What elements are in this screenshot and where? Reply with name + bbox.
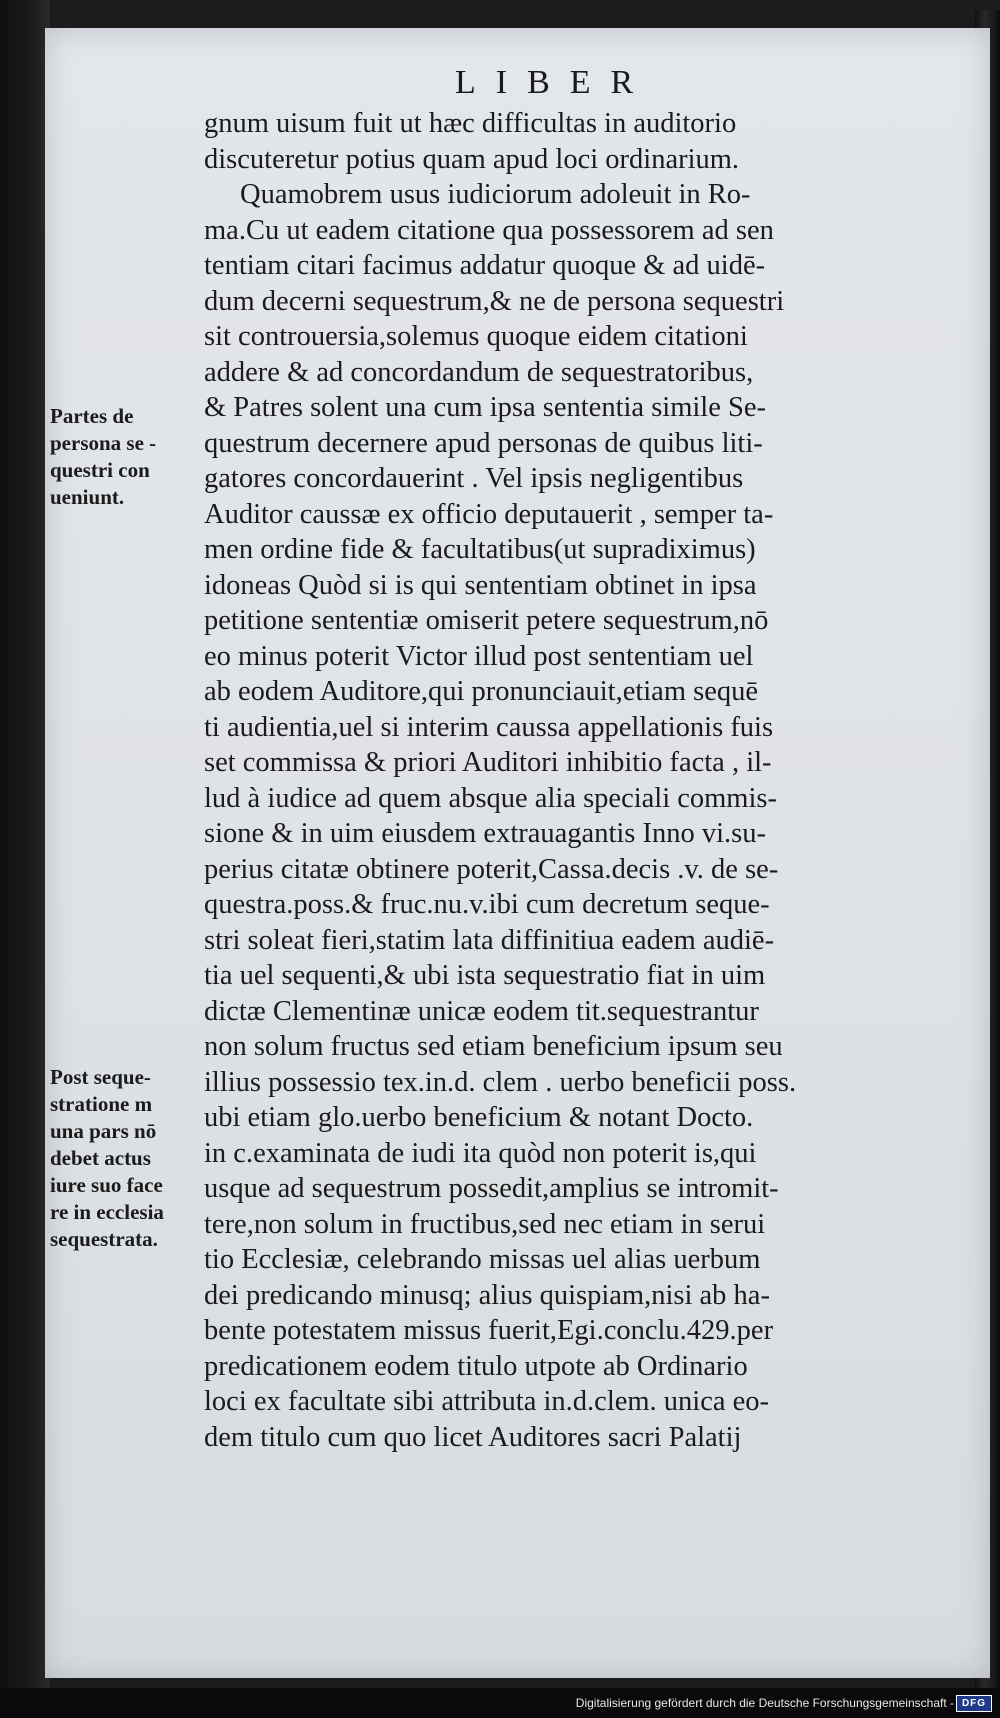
adjacent-page-edge	[0, 0, 50, 1718]
text-line: sione & in uim eiusdem extrauagantis Inno vi.su-	[204, 818, 766, 849]
text-line: usque ad sequestrum possedit,amplius se intromit-	[204, 1173, 779, 1204]
text-line: stri soleat fieri,statim lata diffinitiua eadem audiē-	[204, 924, 775, 956]
text-line: lud à iudice ad quem absque alia speciali commis-	[204, 782, 777, 814]
text-line: Quamobrem usus iudiciorum adoleuit in Ro-	[240, 179, 751, 210]
margin-note-line: Post seque-	[50, 1065, 151, 1089]
text-line: tentiam citari facimus addatur quoque & ad uidē-	[204, 250, 766, 281]
text-line: bente potestatem missus fuerit,Egi.conclu.429.per	[204, 1315, 774, 1346]
funding-notice: Digitalisierung gefördert durch die Deutsche Forschungsgemeinschaft -	[575, 1696, 954, 1710]
margin-note-line: stratione m	[50, 1092, 153, 1116]
text-line: eo minus poterit Victor illud post sententiam uel	[204, 640, 754, 672]
text-line: set commissa & priori Auditori inhibitio facta , il-	[204, 747, 772, 778]
margin-note-persona-sequestri	[50, 403, 200, 511]
text-line: tia uel sequenti,& ubi ista sequestratio fiat in uim	[204, 960, 766, 991]
text-line: dei predicando minusq; alius quispiam,nisi ab ha-	[204, 1279, 770, 1311]
margin-note-line: una pars nō	[50, 1119, 157, 1143]
text-line: non solum fructus sed etiam beneficium ipsum seu	[204, 1031, 783, 1062]
running-title: LIBER	[455, 64, 654, 101]
margin-note-line: debet actus	[50, 1146, 151, 1170]
text-line: idoneas Quòd si is qui sententiam obtinet in ipsa	[204, 569, 757, 601]
text-line: questra.poss.& fruc.nu.v.ibi cum decretum seque-	[204, 889, 770, 920]
text-line: predicationem eodem titulo utpote ab Ordinario	[204, 1350, 748, 1382]
text-line: men ordine fide & facultatibus(ut supradiximus)	[204, 534, 756, 565]
text-line: gnum uisum fuit ut hæc difficultas in auditorio	[204, 108, 737, 139]
margin-note-line: persona se -	[50, 431, 157, 455]
text-line: ti audientia,uel si interim caussa appellationis fuis	[204, 711, 774, 743]
digitization-footer	[0, 1688, 1000, 1718]
text-line: ubi etiam glo.uerbo beneficium & notant Docto.	[204, 1102, 754, 1133]
text-line: tio Ecclesiæ, celebrando missas uel alias uerbum	[204, 1244, 761, 1275]
text-line: in c.examinata de iudi ita quòd non poterit is,qui	[204, 1137, 757, 1169]
text-line: sit controuersia,solemus quoque eidem citationi	[204, 321, 748, 352]
text-line: addere & ad concordandum de sequestratoribus,	[204, 356, 754, 388]
text-line: dum decerni sequestrum,& ne de persona sequestri	[204, 285, 785, 317]
text-line: dictæ Clementinæ unicæ eodem tit.sequestrantur	[204, 995, 759, 1027]
margin-note-line: questri con	[50, 458, 150, 482]
text-line: questrum decernere apud personas de quibus liti-	[204, 427, 763, 459]
text-line: loci ex facultate sibi attributa in.d.clem. unica eo-	[204, 1386, 770, 1417]
text-line: perius citatæ obtinere poterit,Cassa.decis .v. de se-	[204, 853, 779, 885]
margin-note-post-sequestrationem	[50, 1064, 200, 1253]
margin-note-line: re in ecclesia	[50, 1200, 164, 1224]
dfg-logo: DFG	[956, 1695, 992, 1712]
text-line: gatores concordauerint . Vel ipsis negligentibus	[204, 463, 744, 494]
margin-note-line: iure suo face	[50, 1173, 163, 1197]
text-line: ab eodem Auditore,qui pronunciauit,etiam sequē	[204, 676, 759, 707]
text-line: dem titulo cum quo licet Auditores sacri Palatij	[204, 1421, 742, 1453]
text-line: Auditor caussæ ex officio deputauerit , semper ta-	[204, 498, 774, 530]
margin-note-line: Partes de	[50, 404, 134, 428]
margin-note-line: sequestrata.	[50, 1227, 158, 1251]
text-line: discuteretur potius quam apud loci ordinarium.	[204, 143, 740, 175]
text-line: tere,non solum in fructibus,sed nec etiam in serui	[204, 1208, 766, 1240]
text-line: & Patres solent una cum ipsa sententia simile Se-	[204, 392, 766, 423]
text-line: illius possessio tex.in.d. clem . uerbo beneficii poss.	[204, 1066, 797, 1098]
main-text-block	[204, 106, 924, 1455]
text-line: ma.Cu ut eadem citatione qua possessorem ad sen	[204, 214, 774, 246]
text-line: petitione sententiæ omiserit petere sequestrum,nō	[204, 605, 769, 636]
margin-note-line: ueniunt.	[50, 485, 125, 509]
